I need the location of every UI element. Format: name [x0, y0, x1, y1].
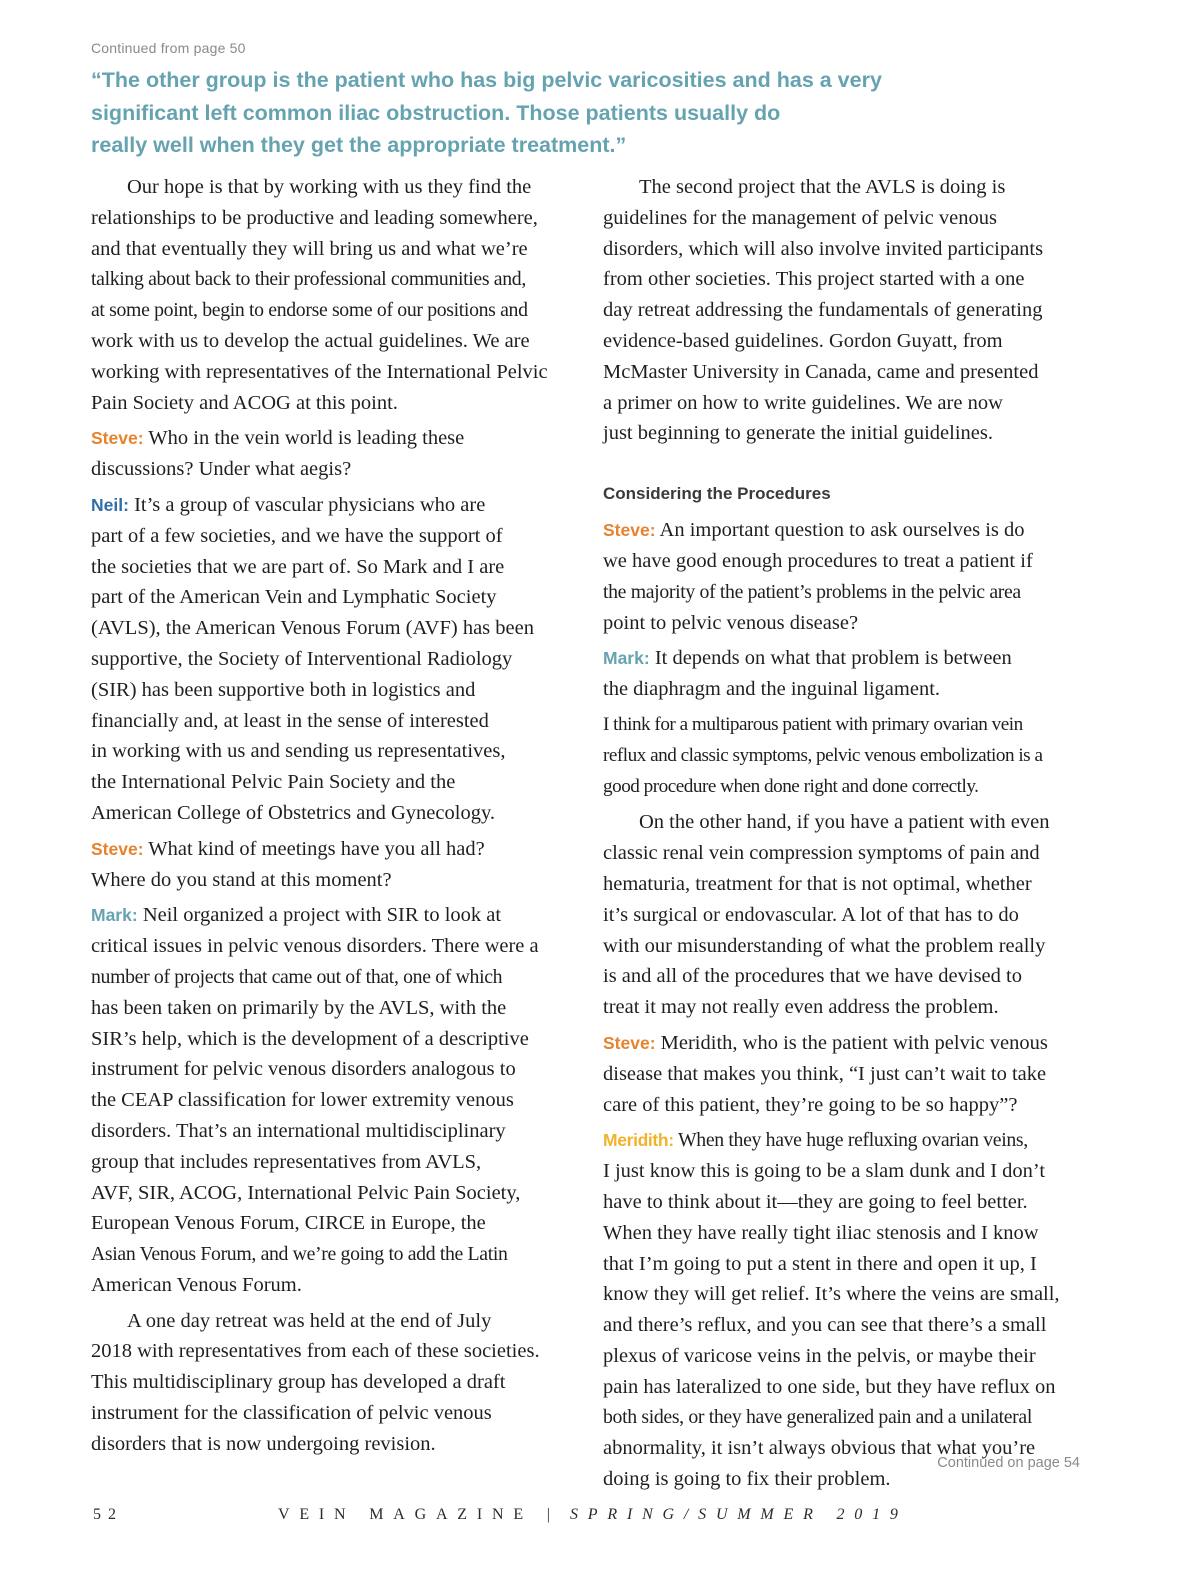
paragraph: [603, 807, 1083, 1023]
speaker-steve: Steve:: [603, 520, 656, 541]
dialogue-neil: [91, 490, 571, 829]
pull-quote-line: “The other group is the patient who has big pelvic varicosities and has a very: [91, 68, 882, 92]
pull-quote: [91, 64, 1051, 162]
text-line: and there’s reflux, and you can see that there’s a small: [603, 1314, 1047, 1337]
paragraph: [603, 172, 1083, 449]
text-line: discussions? Under what aegis?: [91, 458, 352, 481]
dialogue-steve: [603, 1028, 1083, 1120]
text-line: number of projects that came out of that, one of which: [91, 965, 503, 988]
text-line: This multidisciplinary group has developed a draft: [91, 1371, 506, 1394]
text-line: On the other hand, if you have a patient with even: [639, 811, 1050, 834]
text-line: the diaphragm and the inguinal ligament.: [603, 678, 941, 701]
text-line: has been taken on primarily by the AVLS, with the: [91, 996, 507, 1019]
text-line: hematuria, treatment for that is not optimal, whether: [603, 872, 1032, 895]
text-line: A one day retreat was held at the end of July: [127, 1309, 492, 1332]
text-line: treat it may not really even address the problem.: [603, 996, 999, 1019]
page-footer: [0, 1506, 1200, 1530]
text-line: disease that makes you think, “I just can’t wait to take: [603, 1062, 1047, 1085]
text-line: McMaster University in Canada, came and presented: [603, 360, 1039, 383]
text-line: working with representatives of the International Pelvic: [91, 360, 548, 383]
text-line: Where do you stand at this moment?: [91, 868, 392, 891]
text-line: Our hope is that by working with us they find the: [127, 176, 532, 198]
text-line: doing is going to fix their problem.: [603, 1468, 891, 1491]
text-line: just beginning to generate the initial guidelines.: [603, 422, 993, 445]
text-line: point to pelvic venous disease?: [603, 611, 859, 634]
text-line: critical issues in pelvic venous disorders. There were a: [91, 935, 539, 958]
text-line: evidence-based guidelines. Gordon Guyatt, from: [603, 329, 1003, 352]
right-column: [603, 172, 1083, 1500]
text-line: instrument for the classification of pelvic venous: [91, 1402, 492, 1425]
text-line: know they will get relief. It’s where the veins are small,: [603, 1283, 1060, 1306]
text-line: An important question to ask ourselves is do: [655, 519, 1025, 542]
text-line: AVF, SIR, ACOG, International Pelvic Pain Society,: [91, 1181, 521, 1204]
issue-label: SPRING/SUMMER 2019: [570, 1506, 908, 1523]
text-line: American Venous Forum.: [91, 1273, 302, 1296]
text-line: I just know this is going to be a slam dunk and I don’t: [603, 1160, 1046, 1183]
text-line: The second project that the AVLS is doing is: [639, 176, 1006, 198]
text-line: the majority of the patient’s problems in the pelvic area: [603, 580, 1021, 603]
text-line: I think for a multiparous patient with primary ovarian vein: [603, 713, 1023, 735]
speaker-mark: Mark:: [91, 905, 138, 926]
text-line: care of this patient, they’re going to be so happy”?: [603, 1093, 1018, 1116]
dialogue-steve: [91, 423, 571, 485]
pull-quote-line: really well when they get the appropriate treatment.”: [91, 133, 627, 157]
page-number: 52: [93, 1506, 123, 1523]
text-line: is and all of the procedures that we have devised to: [603, 965, 1022, 988]
text-line: instrument for pelvic venous disorders analogous to: [91, 1058, 516, 1081]
text-line: with our misunderstanding of what the problem really: [603, 934, 1046, 957]
text-line: the CEAP classification for lower extremity venous: [91, 1089, 514, 1112]
text-line: Pain Society and ACOG at this point.: [91, 391, 398, 414]
dialogue-steve: [91, 834, 571, 896]
speaker-neil: Neil:: [91, 494, 129, 515]
text-line: have to think about it—they are going to feel better.: [603, 1190, 1028, 1213]
text-line: classic renal vein compression symptoms of pain and: [603, 842, 1040, 865]
text-line: we have good enough procedures to treat a patient if: [603, 549, 1033, 572]
text-line: pain has lateralized to one side, but they have reflux on: [603, 1375, 1056, 1398]
text-line: When they have really tight iliac stenosis and I know: [603, 1221, 1039, 1244]
continued-from-label: Continued from page 50: [91, 40, 246, 56]
text-line: European Venous Forum, CIRCE in Europe, the: [91, 1212, 486, 1235]
text-line: (SIR) has been supportive both in logistics and: [91, 678, 476, 701]
text-line: guidelines for the management of pelvic venous: [603, 206, 997, 229]
dialogue-mark: [603, 643, 1083, 705]
text-line: reflux and classic symptoms, pelvic venous embolization is a: [603, 744, 1043, 766]
text-line: financially and, at least in the sense of interested: [91, 709, 489, 732]
magazine-name: VEIN MAGAZINE |: [278, 1506, 560, 1523]
continued-on-label: Continued on page 54: [937, 1455, 1080, 1471]
pull-quote-line: significant left common iliac obstruction. Those patients usually do: [91, 100, 781, 125]
dialogue-mark: [91, 900, 571, 1300]
dialogue-meridith: [603, 1125, 1083, 1495]
speaker-mark: Mark:: [603, 648, 650, 669]
text-line: disorders that is now undergoing revision.: [91, 1432, 436, 1455]
speaker-steve: Steve:: [91, 838, 144, 859]
text-line: in working with us and sending us representatives,: [91, 740, 506, 763]
speaker-steve: Steve:: [603, 1032, 656, 1053]
text-line: What kind of meetings have you all had?: [143, 837, 485, 860]
text-line: a primer on how to write guidelines. We are now: [603, 391, 1003, 414]
text-line: that I’m going to put a stent in there and open it up, I: [603, 1252, 1037, 1275]
paragraph: [91, 1306, 571, 1460]
text-line: the International Pelvic Pain Society and the: [91, 771, 456, 794]
text-line: the societies that we are part of. So Mark and I are: [91, 555, 505, 578]
speaker-meridith: Meridith:: [603, 1130, 674, 1151]
text-line: good procedure when done right and done correctly.: [603, 775, 979, 797]
text-line: work with us to develop the actual guidelines. We are: [91, 329, 530, 352]
text-line: it’s surgical or endovascular. A lot of that has to do: [603, 903, 1019, 926]
text-line: It depends on what that problem is between: [649, 647, 1012, 670]
text-line: Asian Venous Forum, and we’re going to add the Latin: [91, 1243, 508, 1266]
text-line: SIR’s help, which is the development of a descriptive: [91, 1027, 529, 1050]
text-line: talking about back to their professional communities and,: [91, 268, 526, 291]
text-line: It’s a group of vascular physicians who are: [128, 493, 486, 516]
text-line: plexus of varicose veins in the pelvis, or maybe their: [603, 1344, 1036, 1367]
speaker-steve: Steve:: [91, 428, 144, 449]
text-line: part of a few societies, and we have the support of: [91, 524, 503, 547]
text-line: 2018 with representatives from each of these societies.: [91, 1340, 540, 1363]
text-line: abnormality, it isn’t always obvious that what you’re: [603, 1437, 1036, 1460]
paragraph: [603, 710, 1083, 802]
text-line: When they have huge refluxing ovarian veins,: [673, 1129, 1028, 1152]
text-line: disorders, which will also involve invited participants: [603, 237, 1044, 260]
dialogue-steve: [603, 515, 1083, 638]
text-line: day retreat addressing the fundamentals of generating: [603, 299, 1043, 322]
text-line: part of the American Vein and Lymphatic Society: [91, 586, 497, 609]
text-line: both sides, or they have generalized pain and a unilateral: [603, 1406, 1032, 1429]
text-line: Who in the vein world is leading these: [143, 427, 465, 450]
text-line: group that includes representatives from AVLS,: [91, 1150, 482, 1173]
left-column: [91, 172, 571, 1465]
text-line: relationships to be productive and leading somewhere,: [91, 206, 538, 229]
text-line: disorders. That’s an international multidisciplinary: [91, 1119, 506, 1142]
text-line: American College of Obstetrics and Gynecology.: [91, 801, 495, 824]
text-line: supportive, the Society of Interventional Radiology: [91, 647, 513, 670]
text-line: Meridith, who is the patient with pelvic venous: [655, 1031, 1048, 1054]
paragraph: [91, 172, 571, 418]
text-line: (AVLS), the American Venous Forum (AVF) has been: [91, 617, 534, 640]
text-line: Neil organized a project with SIR to look at: [137, 904, 502, 927]
text-line: and that eventually they will bring us and what we’re: [91, 237, 528, 260]
text-line: at some point, begin to endorse some of our positions and: [91, 299, 528, 322]
section-subheading: Considering the Procedures: [603, 484, 831, 504]
text-line: from other societies. This project started with a one: [603, 268, 1025, 291]
